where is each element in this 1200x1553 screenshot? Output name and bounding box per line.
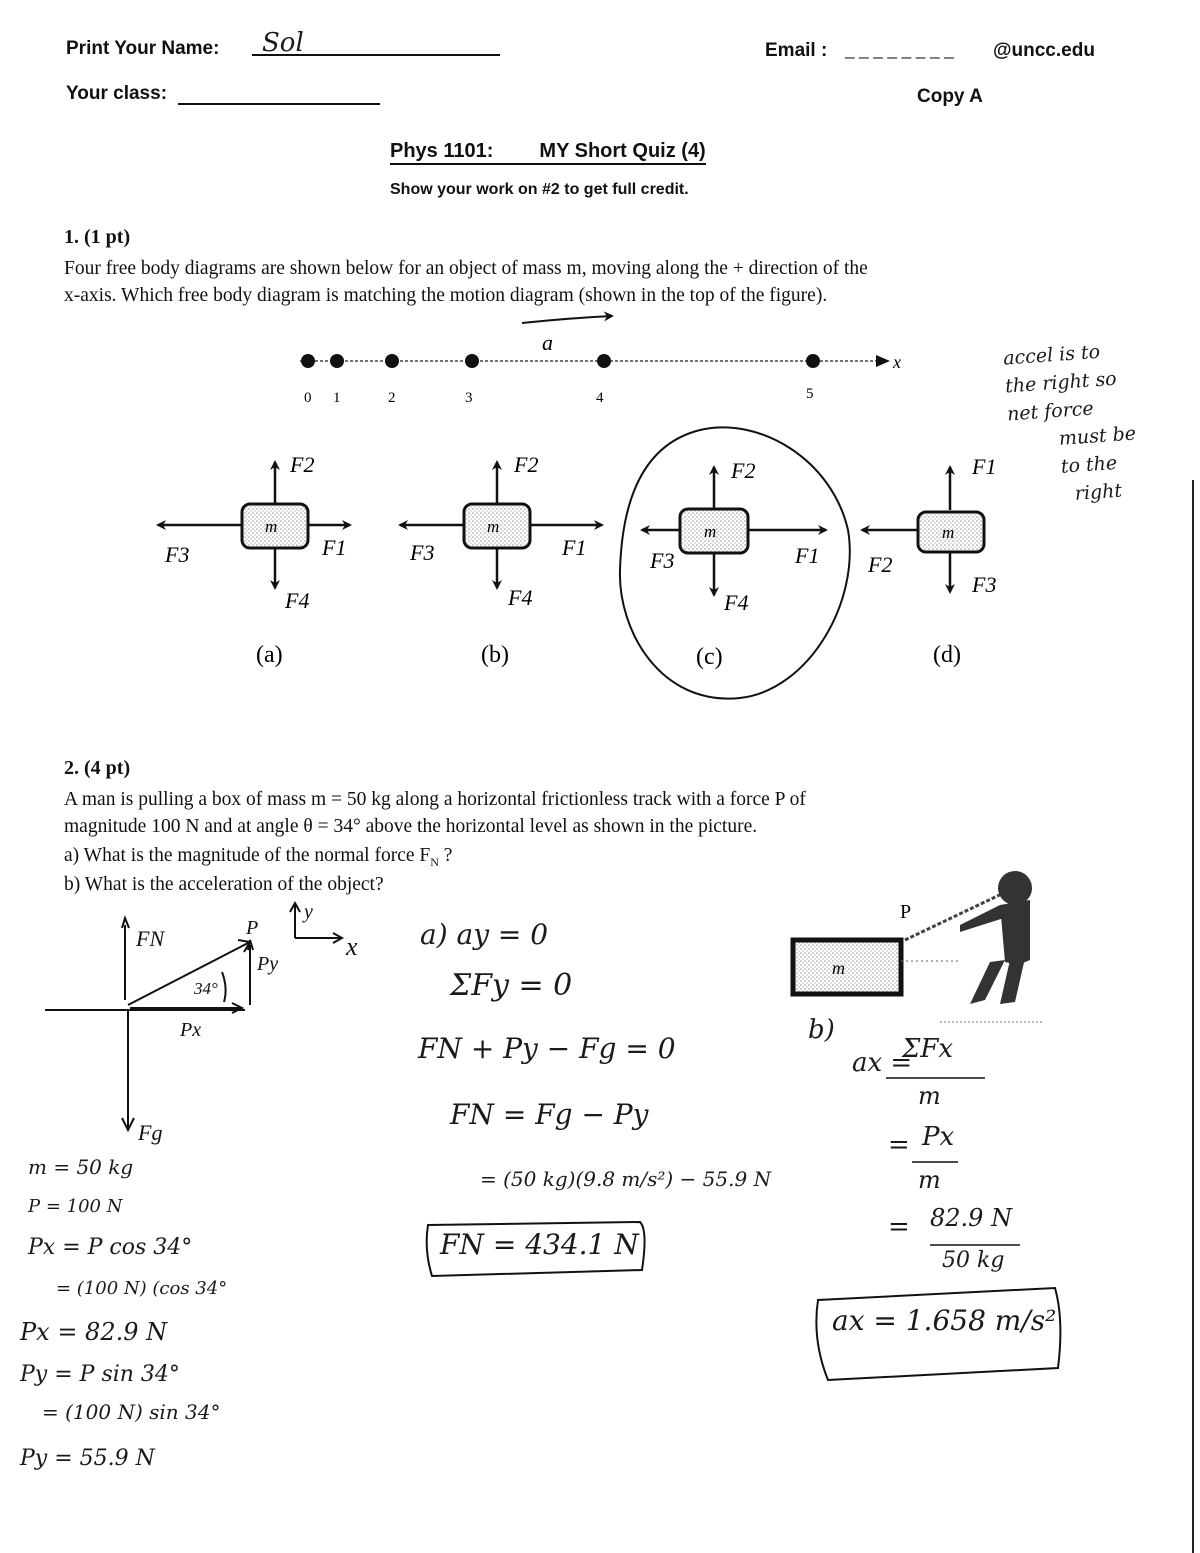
svg-text:P: P	[246, 917, 259, 939]
given-p: P = 100 N	[28, 1196, 123, 1217]
svg-text:F1: F1	[972, 454, 997, 479]
x-axis-label: x	[893, 352, 901, 372]
part-b-px: Px	[922, 1122, 955, 1152]
motion-dot-0	[301, 354, 315, 368]
email-blank: _ _ _ _ _ _ _ _	[845, 40, 954, 59]
part-b-mass: 50 kg	[942, 1248, 1005, 1273]
px-substitute: = (100 N) (cos 34°	[56, 1278, 228, 1299]
svg-text:F3: F3	[972, 572, 997, 597]
q2-part-a-end: ?	[438, 845, 453, 866]
svg-text:34°: 34°	[194, 979, 218, 998]
q2-text-1: A man is pulling a box of mass m = 50 kg along a horizontal frictionless track with a force P of	[64, 789, 806, 810]
motion-dot-5	[806, 354, 820, 368]
class-label: Your class:	[66, 83, 168, 104]
note-line-6: right	[1074, 479, 1123, 505]
svg-text:x: x	[346, 932, 358, 961]
svg-text:F2: F2	[731, 458, 756, 483]
caption-b: (b)	[481, 642, 509, 668]
svg-text:P: P	[900, 901, 912, 923]
answer-b: ax = 1.658 m/s²	[832, 1304, 1057, 1337]
py-formula: Py = P sin 34°	[20, 1362, 180, 1387]
accel-label: a	[542, 330, 553, 355]
caption-c: (c)	[696, 644, 723, 670]
motion-dot-3	[465, 354, 479, 368]
svg-text:F3: F3	[165, 542, 190, 567]
svg-text:FN: FN	[136, 926, 165, 951]
svg-text:F2: F2	[514, 452, 539, 477]
part-a-line-3: FN + Py − Fg = 0	[418, 1032, 676, 1065]
q2-part-a	[64, 845, 452, 870]
tick-2: 2	[388, 390, 396, 406]
fbd-a	[158, 452, 350, 668]
man-figure	[960, 871, 1032, 1004]
svg-text:m: m	[942, 523, 955, 542]
x-axis-arrowhead	[876, 355, 890, 367]
svg-text:m: m	[487, 517, 500, 536]
part-a-line-1: a) ay = 0	[420, 918, 549, 951]
svg-text:F2: F2	[868, 552, 893, 577]
note-line-3: net force	[1006, 397, 1095, 426]
scan-edge	[1192, 480, 1194, 1553]
svg-text:F1: F1	[322, 535, 347, 560]
py-substitute: = (100 N) sin 34°	[42, 1400, 221, 1424]
tick-3: 3	[465, 390, 473, 406]
svg-text:F4: F4	[285, 588, 310, 613]
part-a-line-2: ΣFy = 0	[450, 968, 573, 1003]
px-value: Px = 82.9 N	[20, 1318, 168, 1346]
instruction: Show your work on #2 to get full credit.	[390, 181, 689, 198]
fbd-c	[620, 427, 850, 698]
svg-text:Py: Py	[257, 953, 279, 975]
svg-text:F1: F1	[795, 543, 820, 568]
q1-text-1: Four free body diagrams are shown below for an object of mass m, moving along the + direction of the	[64, 258, 868, 279]
motion-dot-2	[385, 354, 399, 368]
fbd-d	[862, 454, 996, 668]
motion-dot-1	[330, 354, 344, 368]
svg-text:F2: F2	[290, 452, 315, 477]
svg-text:m: m	[704, 522, 717, 541]
name-value: Sol	[262, 28, 304, 58]
svg-text:F4: F4	[508, 585, 533, 610]
tick-0: 0	[304, 390, 312, 406]
q1-number: 1. (1 pt)	[64, 226, 131, 248]
q2-box-figure	[793, 871, 1042, 1022]
part-b-eq-1: =	[888, 1130, 910, 1160]
tick-4: 4	[596, 390, 604, 406]
given-mass: m = 50 kg	[28, 1155, 134, 1179]
fbd-b	[400, 452, 602, 668]
py-value: Py = 55.9 N	[20, 1446, 155, 1471]
email-label: Email :	[765, 40, 828, 61]
tick-5: 5	[806, 386, 814, 402]
course-code: Phys 1101:	[390, 140, 493, 165]
note-line-2: the right so	[1004, 367, 1118, 398]
tick-1: 1	[333, 390, 341, 406]
answer-a: FN = 434.1 N	[440, 1228, 639, 1261]
note-line-1: accel is to	[1002, 340, 1101, 370]
note-line-5: to the	[1060, 451, 1118, 478]
q2-part-a-text: a) What is the magnitude of the normal force F	[64, 845, 431, 866]
q1-text-2: x-axis. Which free body diagram is matching the motion diagram (shown in the top of the figure).	[64, 285, 828, 306]
svg-text:Px: Px	[180, 1019, 202, 1041]
svg-text:F4: F4	[724, 590, 749, 615]
svg-text:F3: F3	[410, 540, 435, 565]
part-b-sum-fx: ΣFx	[902, 1034, 954, 1064]
part-b-label: b)	[808, 1015, 835, 1045]
part-a-line-4: FN = Fg − Py	[450, 1098, 649, 1131]
part-b-eq-2: =	[888, 1212, 910, 1242]
email-domain: @uncc.edu	[993, 40, 1095, 61]
q2-number: 2. (4 pt)	[64, 757, 131, 779]
work-fbd	[45, 903, 342, 1130]
svg-text:y: y	[304, 901, 313, 923]
part-b-ax: ax =	[852, 1048, 913, 1078]
svg-text:m: m	[265, 517, 278, 536]
accel-arrow	[522, 316, 612, 323]
part-a-line-5: = (50 kg)(9.8 m/s²) − 55.9 N	[480, 1167, 772, 1191]
copy-label: Copy A	[917, 86, 983, 107]
quiz-title: MY Short Quiz (4)	[539, 140, 705, 165]
part-b-m-1: m	[918, 1082, 941, 1110]
svg-text:F1: F1	[562, 535, 587, 560]
motion-dot-4	[597, 354, 611, 368]
caption-d: (d)	[933, 642, 961, 668]
q2-part-a-sub: N	[430, 854, 439, 869]
part-b-force: 82.9 N	[930, 1204, 1013, 1232]
svg-text:F3: F3	[650, 548, 675, 573]
q2-text-2: magnitude 100 N and at angle θ = 34° above the horizontal level as shown in the picture.	[64, 816, 758, 837]
svg-text:m: m	[832, 958, 845, 978]
q2-part-b: b) What is the acceleration of the object?	[64, 874, 384, 895]
caption-a: (a)	[256, 642, 283, 668]
note-line-4: must be	[1058, 422, 1137, 450]
svg-text:Fg: Fg	[138, 1120, 163, 1145]
name-label: Print Your Name:	[66, 38, 220, 59]
q1-note	[1002, 336, 1141, 512]
px-formula: Px = P cos 34°	[28, 1235, 193, 1260]
part-b-m-2: m	[918, 1166, 941, 1194]
